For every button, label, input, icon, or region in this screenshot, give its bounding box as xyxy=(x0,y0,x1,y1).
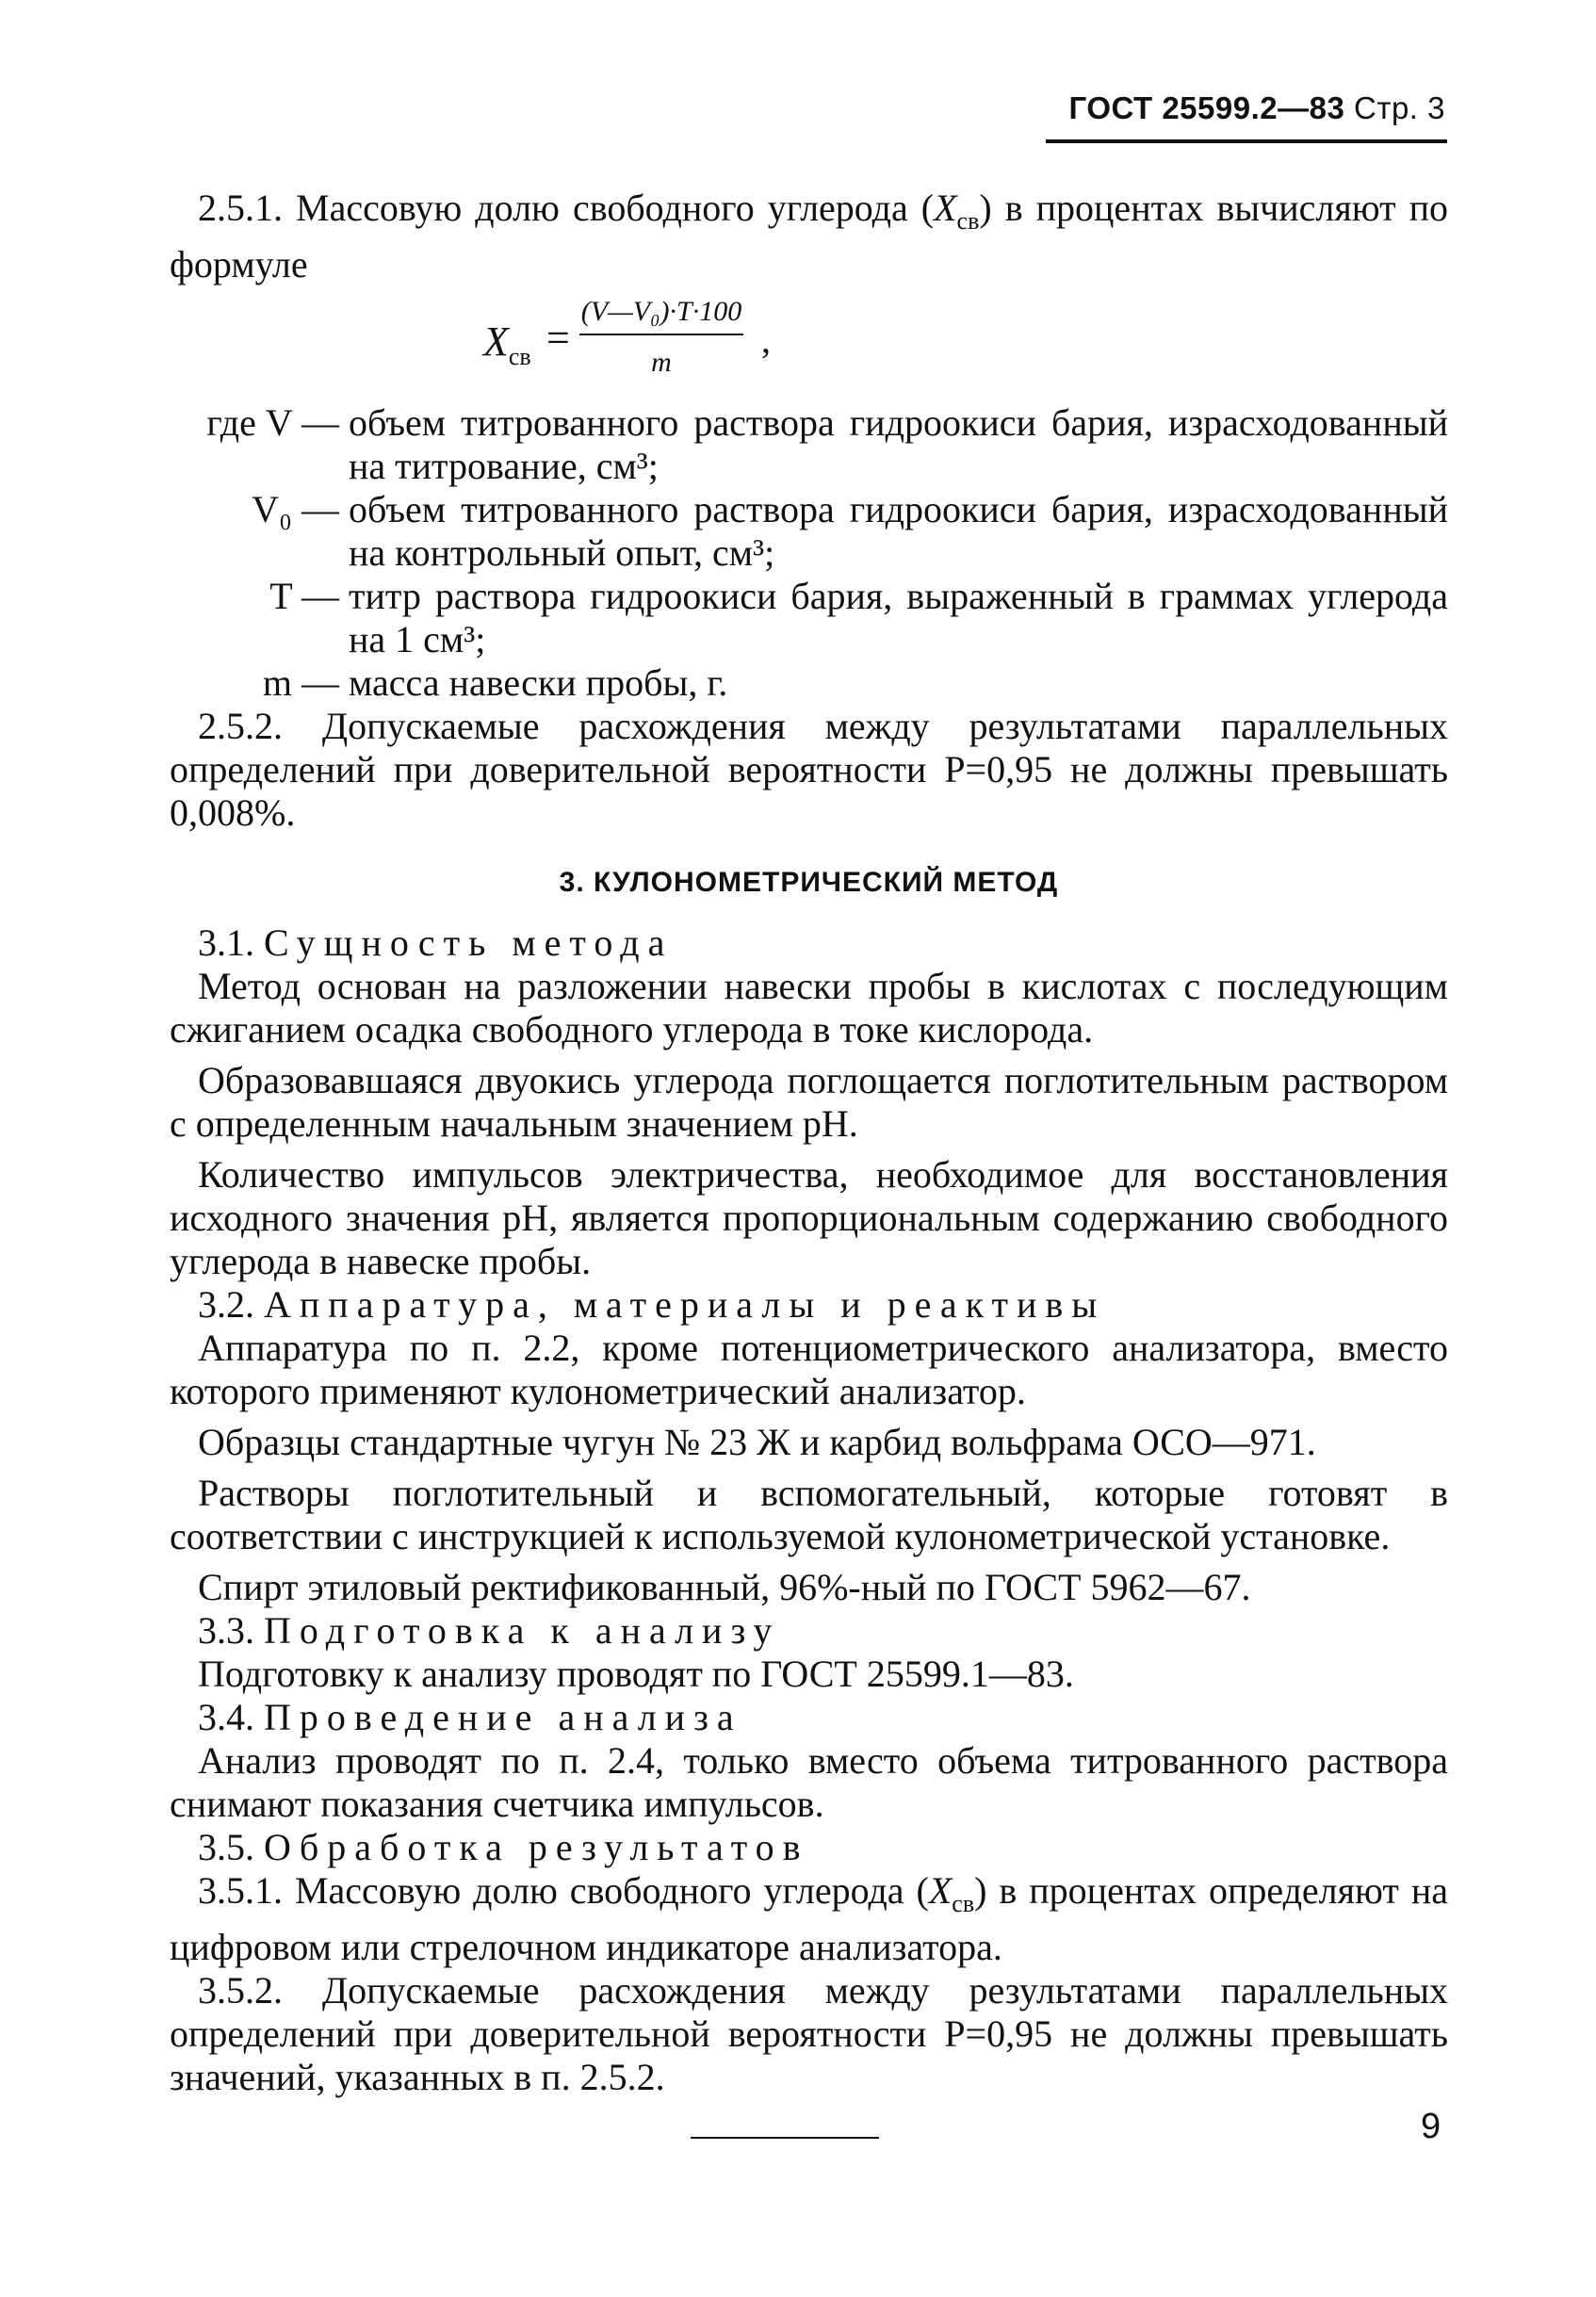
header-page: Стр. 3 xyxy=(1354,90,1445,125)
paragraph-3-2-b: Образцы стандартные чугун № 23 Ж и карбид вольфрама ОСО—971. xyxy=(198,1421,1316,1463)
definition-item: где V — объем титрованного раствора гидроокиси бария, израсходованный на титрование, см³; xyxy=(206,401,1448,487)
heading-3-4: 3.4. Проведение анализа xyxy=(198,1696,742,1738)
paragraph-3-1-b: Образовавшаяся двуокись углерода поглощается поглотительным раствором с определенным начальным значением pH. xyxy=(170,1059,1448,1145)
definition-item: m — масса навески пробы, г. xyxy=(262,661,728,704)
paragraph-2-5-1: 2.5.1. Массовую долю свободного углерода $(X_{св})$ в процентах вычисляют по формуле xyxy=(170,187,1449,285)
formula-comma: , xyxy=(761,318,771,361)
paragraph-2-5-2: 2.5.2. Допускаемые расхождения между результатами параллельных определений при доверительной вероятности P=0,95 не должны превышать 0,008%. xyxy=(170,705,1448,834)
formula-denominator: m xyxy=(651,347,672,378)
formula xyxy=(170,290,1448,396)
paragraph-3-4: Анализ проводят по п. 2.4, только вместо объема титрованного раствора снимают показания счетчика импульсов. xyxy=(170,1739,1448,1825)
footer-rule xyxy=(691,2137,879,2139)
paragraph-3-1-a: Метод основан на разложении навески пробы в кислотах с последующим сжиганием осадка свободного углерода в токе кислорода. xyxy=(170,965,1448,1051)
heading-3-3: 3.3. Подготовка к анализу xyxy=(198,1609,781,1652)
heading-3-5: 3.5. Обработка результатов xyxy=(198,1826,809,1868)
definitions-list xyxy=(170,401,1448,705)
formula-fraction-bar xyxy=(579,334,743,335)
header-rule xyxy=(1046,139,1447,143)
definition-item: V₀ — объем титрованного раствора гидроокиси бария, израсходованный на контрольный опыт, см³; xyxy=(252,488,1448,574)
document-body xyxy=(170,187,1448,2099)
formula-numerator: (V—V₀)·T·100 xyxy=(580,296,742,327)
formula-equals: = xyxy=(546,315,570,361)
paragraph-3-5-1: 3.5.1. Массовую долю свободного углерода $(X_{св})$ в процентах определяют на цифровом или стрелочном индикаторе анализатора. xyxy=(170,1869,1449,1968)
section-3-title: 3. КУЛОНОМЕТРИЧЕСКИЙ МЕТОД xyxy=(559,867,1059,898)
page-number: 9 xyxy=(1421,2107,1441,2146)
paragraph-3-1-c: Количество импульсов электричества, необходимое для восстановления исходного значения pH, является пропорциональным содержанию свободного углерода в навеске пробы. xyxy=(170,1153,1448,1282)
definition-item: T — титр раствора гидроокиси бария, выраженный в граммах углерода на 1 см³; xyxy=(269,575,1448,660)
paragraph-3-2-d: Спирт этиловый ректификованный, 96%-ный по ГОСТ 5962—67. xyxy=(198,1566,1251,1608)
paragraph-3-3: Подготовку к анализу проводят по ГОСТ 25599.1—83. xyxy=(198,1653,1074,1695)
formula-lhs: $X_{св}$ xyxy=(483,318,531,370)
paragraph-3-2-a: Аппаратура по п. 2.2, кроме потенциометрического анализатора, вместо которого применяют кулонометрический анализатор. xyxy=(170,1327,1448,1412)
heading-3-2: 3.2. Аппаратура, материалы и реактивы xyxy=(198,1283,1106,1326)
paragraph-3-2-c: Растворы поглотительный и вспомогательный, которые готовят в соответствии с инструкцией к используемой кулонометрической установке. xyxy=(170,1472,1448,1557)
page-header xyxy=(1046,90,1445,126)
header-gost: ГОСТ 25599.2—83 xyxy=(1068,90,1345,125)
paragraph-3-5-2: 3.5.2. Допускаемые расхождения между результатами параллельных определений при доверительной вероятности P=0,95 не должны превышать значений, указанных в п. 2.5.2. xyxy=(170,1969,1448,2098)
heading-3-1: 3.1. Сущность метода xyxy=(198,921,674,964)
